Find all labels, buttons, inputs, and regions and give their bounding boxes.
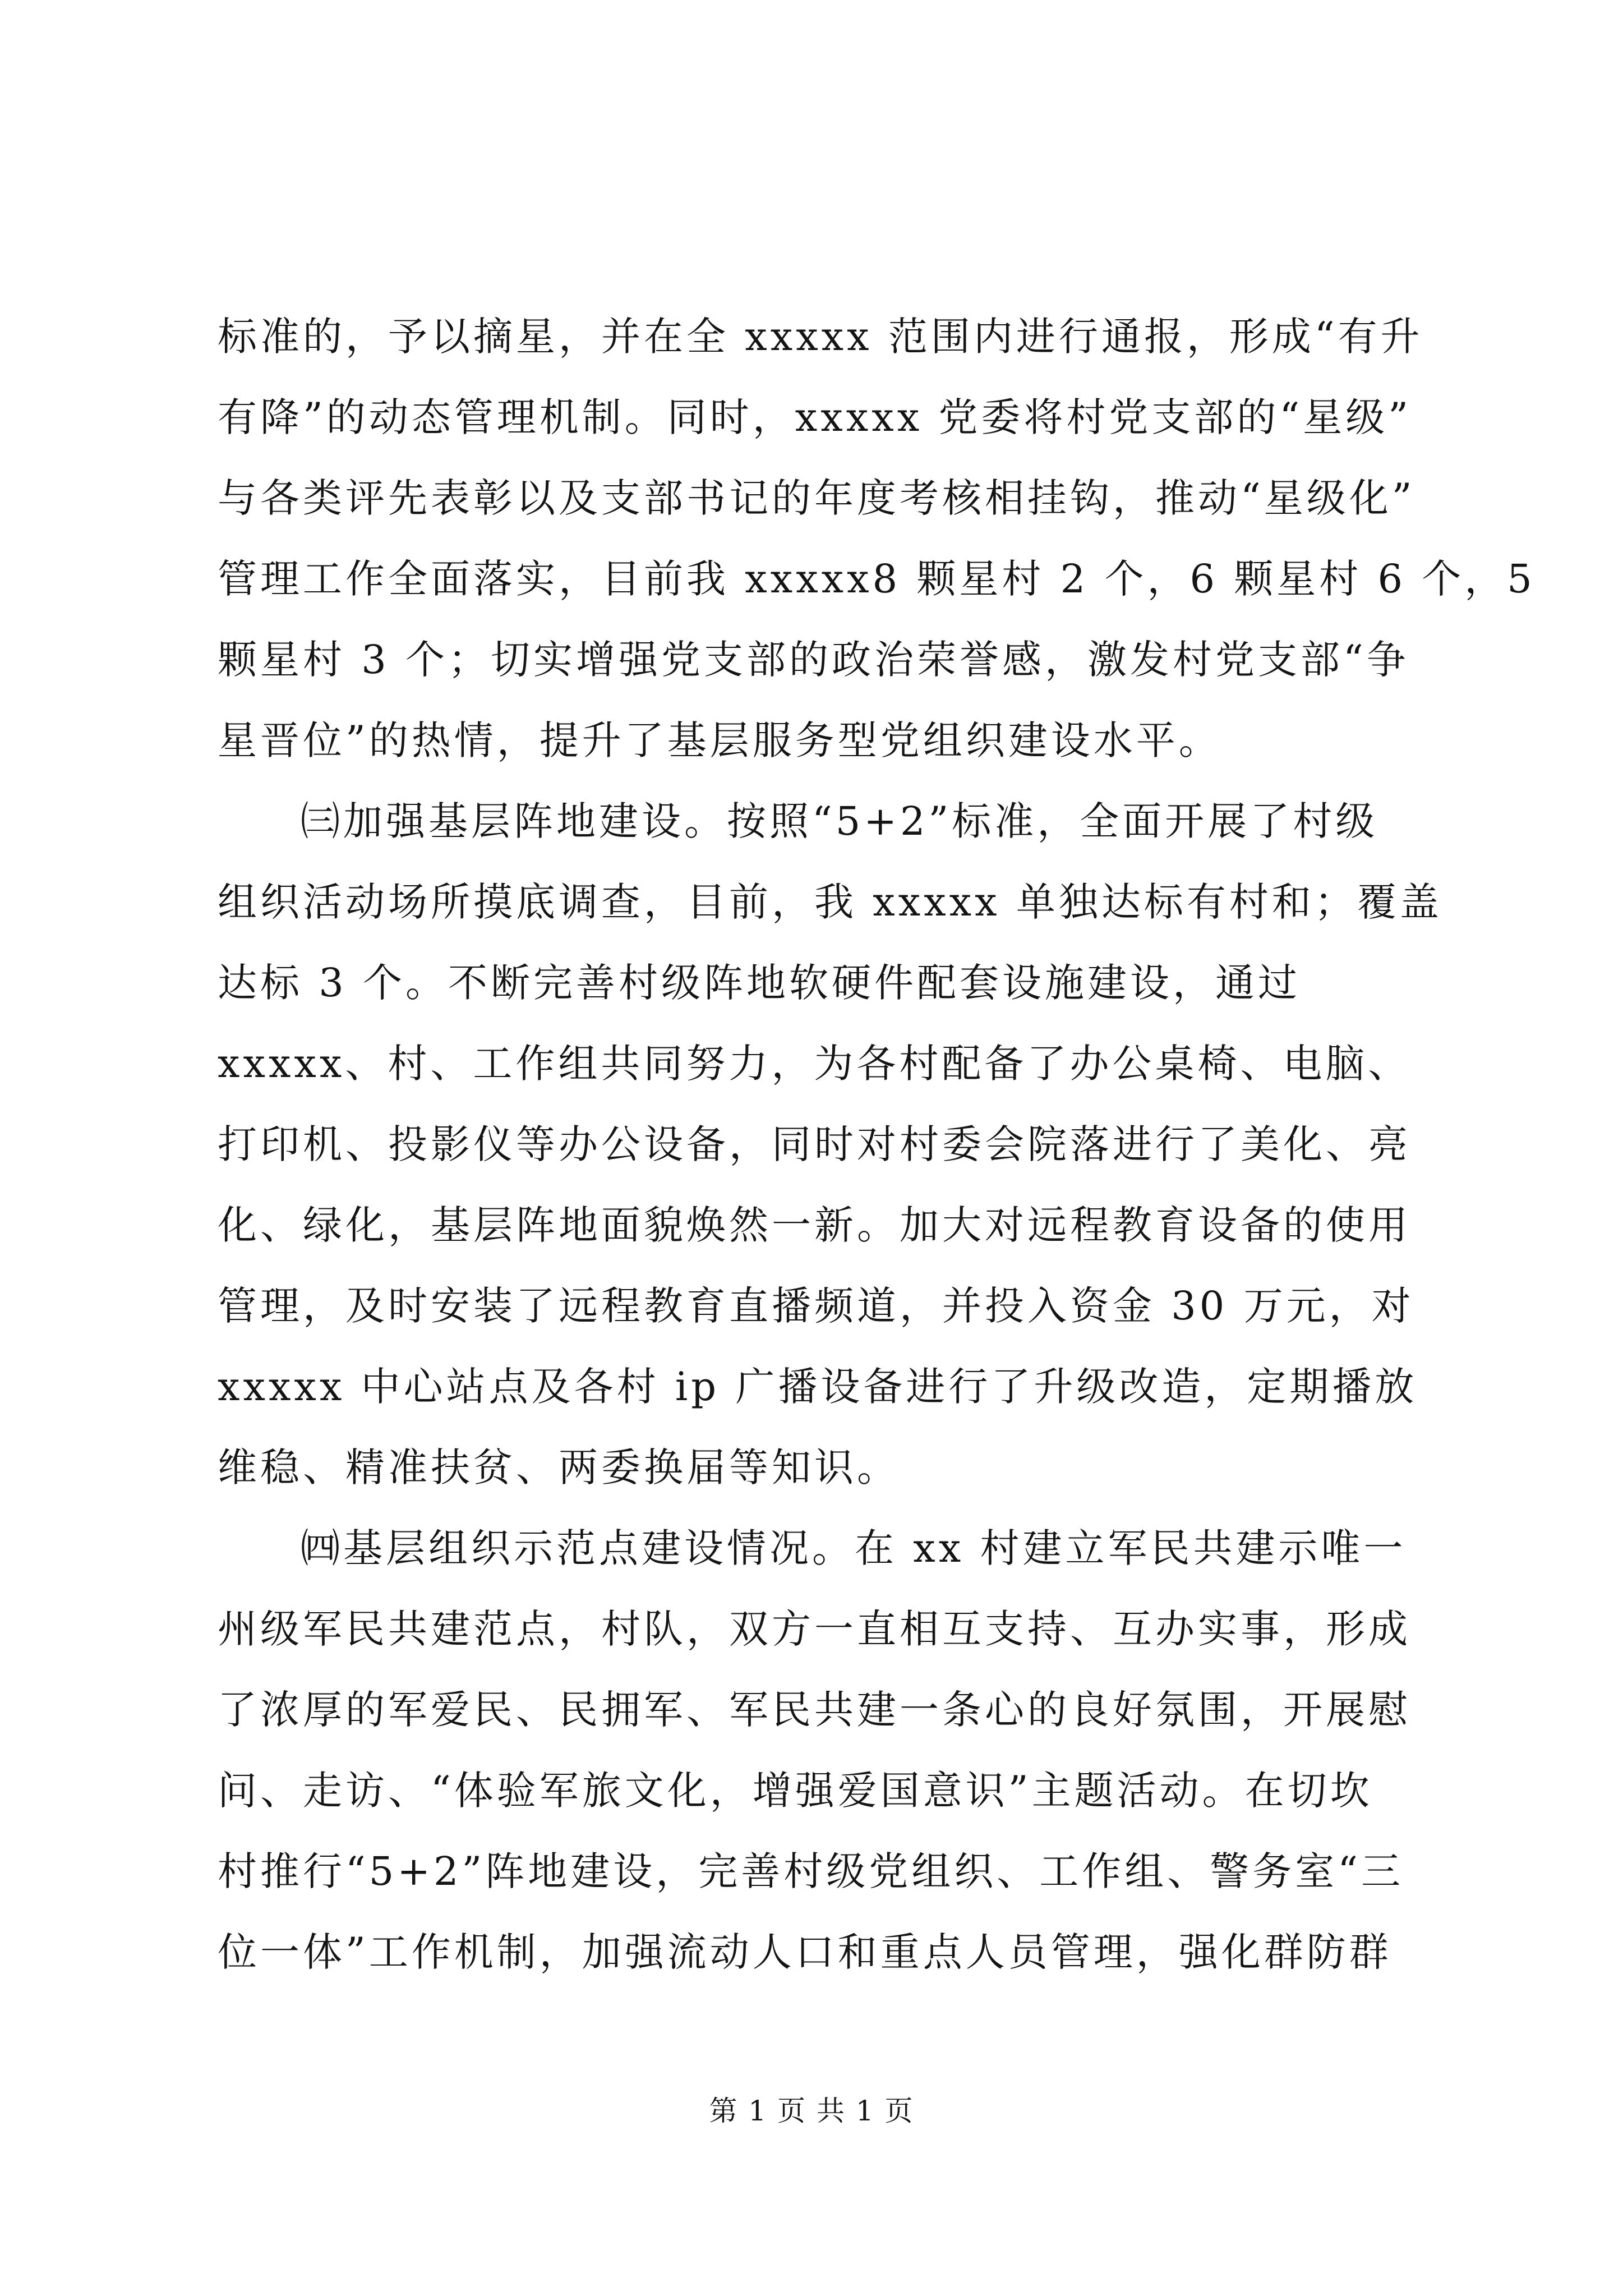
page-footer: 第 1 页 共 1 页 <box>709 2095 914 2127</box>
text-line: 村推行“5+2”阵地建设，完善村级党组织、工作组、警务室“三 <box>218 1848 1404 1894</box>
text-line: 组织活动场所摸底调查，目前，我 xxxxx 单独达标有村和；覆盖 <box>218 879 1442 925</box>
section-4-heading-line: ㈣基层组织示范点建设情况。在 xx 村建立军民共建示唯一 <box>301 1525 1407 1571</box>
section-3-heading-line: ㈢加强基层阵地建设。按照“5+2”标准，全面开展了村级 <box>301 798 1378 844</box>
text-line: 维稳、精准扶贫、两委换届等知识。 <box>218 1444 900 1490</box>
text-line: 管理工作全面落实，目前我 xxxxx8 颗星村 2 个，6 颗星村 6 个，5 <box>218 556 1536 602</box>
text-line: 州级军民共建范点，村队，双方一直相互支持、互办实事，形成 <box>218 1606 1411 1652</box>
text-line: 有降”的动态管理机制。同时，xxxxx 党委将村党支部的“星级” <box>218 394 1412 440</box>
text-line: 化、绿化，基层阵地面貌焕然一新。加大对远程教育设备的使用 <box>218 1202 1411 1248</box>
text-line: 问、走访、“体验军旅文化，增强爱国意识”主题活动。在切坎 <box>218 1768 1373 1814</box>
text-line: 位一体”工作机制，加强流动人口和重点人员管理，强化群防群 <box>218 1929 1392 1975</box>
document-body <box>218 296 1536 1993</box>
text-line: 颗星村 3 个；切实增强党支部的政治荣誉感，激发村党支部“争 <box>218 637 1409 683</box>
text-line: 打印机、投影仪等办公设备，同时对村委会院落进行了美化、亮 <box>218 1121 1411 1167</box>
text-line: xxxxx、村、工作组共同努力，为各村配备了办公桌椅、电脑、 <box>218 1041 1411 1087</box>
text-line: 星晋位”的热情，提升了基层服务型党组织建设水平。 <box>218 717 1221 763</box>
text-line: 与各类评先表彰以及支部书记的年度考核相挂钩，推动“星级化” <box>218 475 1415 521</box>
text-line: 管理，及时安装了远程教育直播频道，并投入资金 30 万元，对 <box>218 1283 1414 1329</box>
text-line: 了浓厚的军爱民、民拥军、军民共建一条心的良好氛围，开展慰 <box>218 1687 1411 1733</box>
text-line: 标准的，予以摘星，并在全 xxxxx 范围内进行通报，形成“有升 <box>218 314 1423 360</box>
text-line: xxxxx 中心站点及各村 ip 广播设备进行了升级改造，定期播放 <box>218 1364 1418 1410</box>
text-line: 达标 3 个。不断完善村级阵地软硬件配套设施建设，通过 <box>218 960 1301 1006</box>
